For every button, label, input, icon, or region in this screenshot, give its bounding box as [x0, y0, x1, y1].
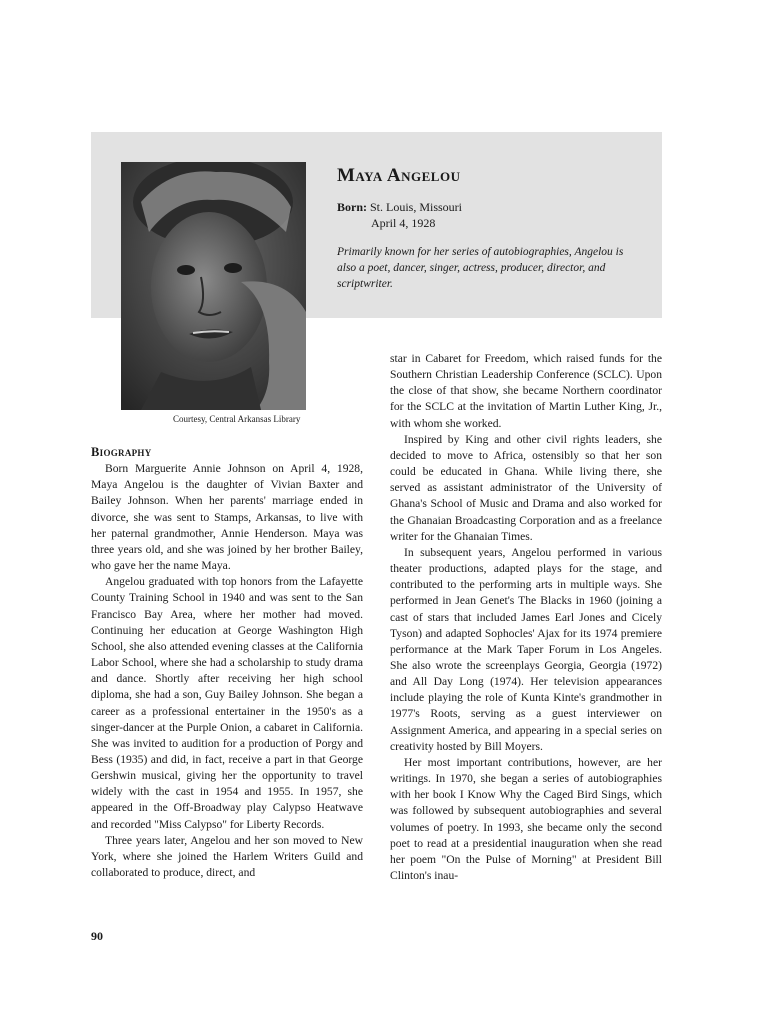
photo-credit: Courtesy, Central Arkansas Library	[173, 414, 301, 424]
portrait-image	[121, 162, 306, 410]
paragraph: Her most important contributions, however, are her writings. In 1970, she began a series of autobiographies with her book I Know Why the Caged Bird Sings, which was followed by subsequent autobiographies and several volumes of poetry. In 1993, she became only the second poet to read at a presidential inauguration when she read her poem "On the Pulse of Morning" at President Bill Clinton's inau-	[390, 755, 662, 882]
summary: Primarily known for her series of autobiographies, Angelou is also a poet, dancer, singer, actress, producer, director, and scriptwriter.	[337, 246, 624, 290]
section-heading: Biography	[91, 445, 152, 459]
portrait-photo	[121, 162, 306, 410]
page-number: 90	[91, 929, 103, 943]
paragraph: Born Marguerite Annie Johnson on April 4, 1928, Maya Angelou is the daughter of Vivian Baxter and Bailey Johnson. When her parents' marriage ended in divorce, she was sent to Stamps, Arkansas, to live with her paternal grandmother, Annie Henderson. Maya was three years old, and she was joined by her brother Bailey, who gave her the name Maya.	[91, 462, 363, 573]
right-column	[390, 351, 662, 884]
born-date: April 4, 1928	[371, 216, 436, 230]
paragraph: Angelou graduated with top honors from the Lafayette County Training School in 1940 and was sent to the San Francisco Bay Area, where her mother had moved. Continuing her education at George Washington High School, she also attended evening classes at the California Labor School, where she had a scholarship to study drama and dance. Shortly after receiving her high school diploma, she had a son, Guy Bailey Johnson. She began a career as a professional entertainer in the 1950's as a singer-dancer at the Purple Onion, a cabaret in California. She was invited to audition for a production of Porgy and Bess (1935) and did, in fact, receive a part in that George Gershwin musical, giving her the opportunity to travel widely with the cast in 1954 and 1955. In 1957, she appeared in the Off-Broadway play Calypso Heatwave and recorded "Miss Calypso" for Liberty Records.	[91, 575, 363, 831]
paragraph: Three years later, Angelou and her son moved to New York, where she joined the Harlem Writers Guild and collaborated to produce, direct, and	[91, 833, 363, 880]
birth-info	[337, 199, 462, 231]
paragraph: In subsequent years, Angelou performed in various theater productions, adapted plays for the stage, and contributed to the performing arts in multiple ways. She performed in Jean Genet's The Blacks in 1960 (joining a cast of stars that included James Earl Jones and Cicely Tyson) and adapted Sophocles' Ajax for its 1974 premiere performance at the Mark Taper Forum in Los Angeles. She also wrote the screenplays Georgia, Georgia (1972) and All Day Long (1974). Her television appearances include playing the role of Kunta Kinte's grandmother in 1977's Roots, serving as a guest interviewer on Assignment America, and appearing in a special series on creativity hosted by Bill Moyers.	[390, 545, 662, 753]
born-label: Born:	[337, 200, 367, 214]
page-title: Maya Angelou	[337, 165, 461, 186]
born-place: St. Louis, Missouri	[370, 200, 463, 214]
paragraph: star in Cabaret for Freedom, which raised funds for the Southern Christian Leadership Conference (SCLC). Upon the close of that show, she became Northern coordinator for the SCLC at the invitation of Martin Luther King, Jr., with whom she worked.	[390, 352, 662, 430]
left-column	[91, 444, 363, 881]
paragraph: Inspired by King and other civil rights leaders, she decided to move to Africa, ostensibly so that her son could be educated in Ghana. While living there, she served as assistant administrator of the University of Ghana's School of Music and Drama and also worked for the Ghanaian Broadcasting Corporation and as a freelance writer for the Ghanaian Times.	[390, 432, 662, 543]
